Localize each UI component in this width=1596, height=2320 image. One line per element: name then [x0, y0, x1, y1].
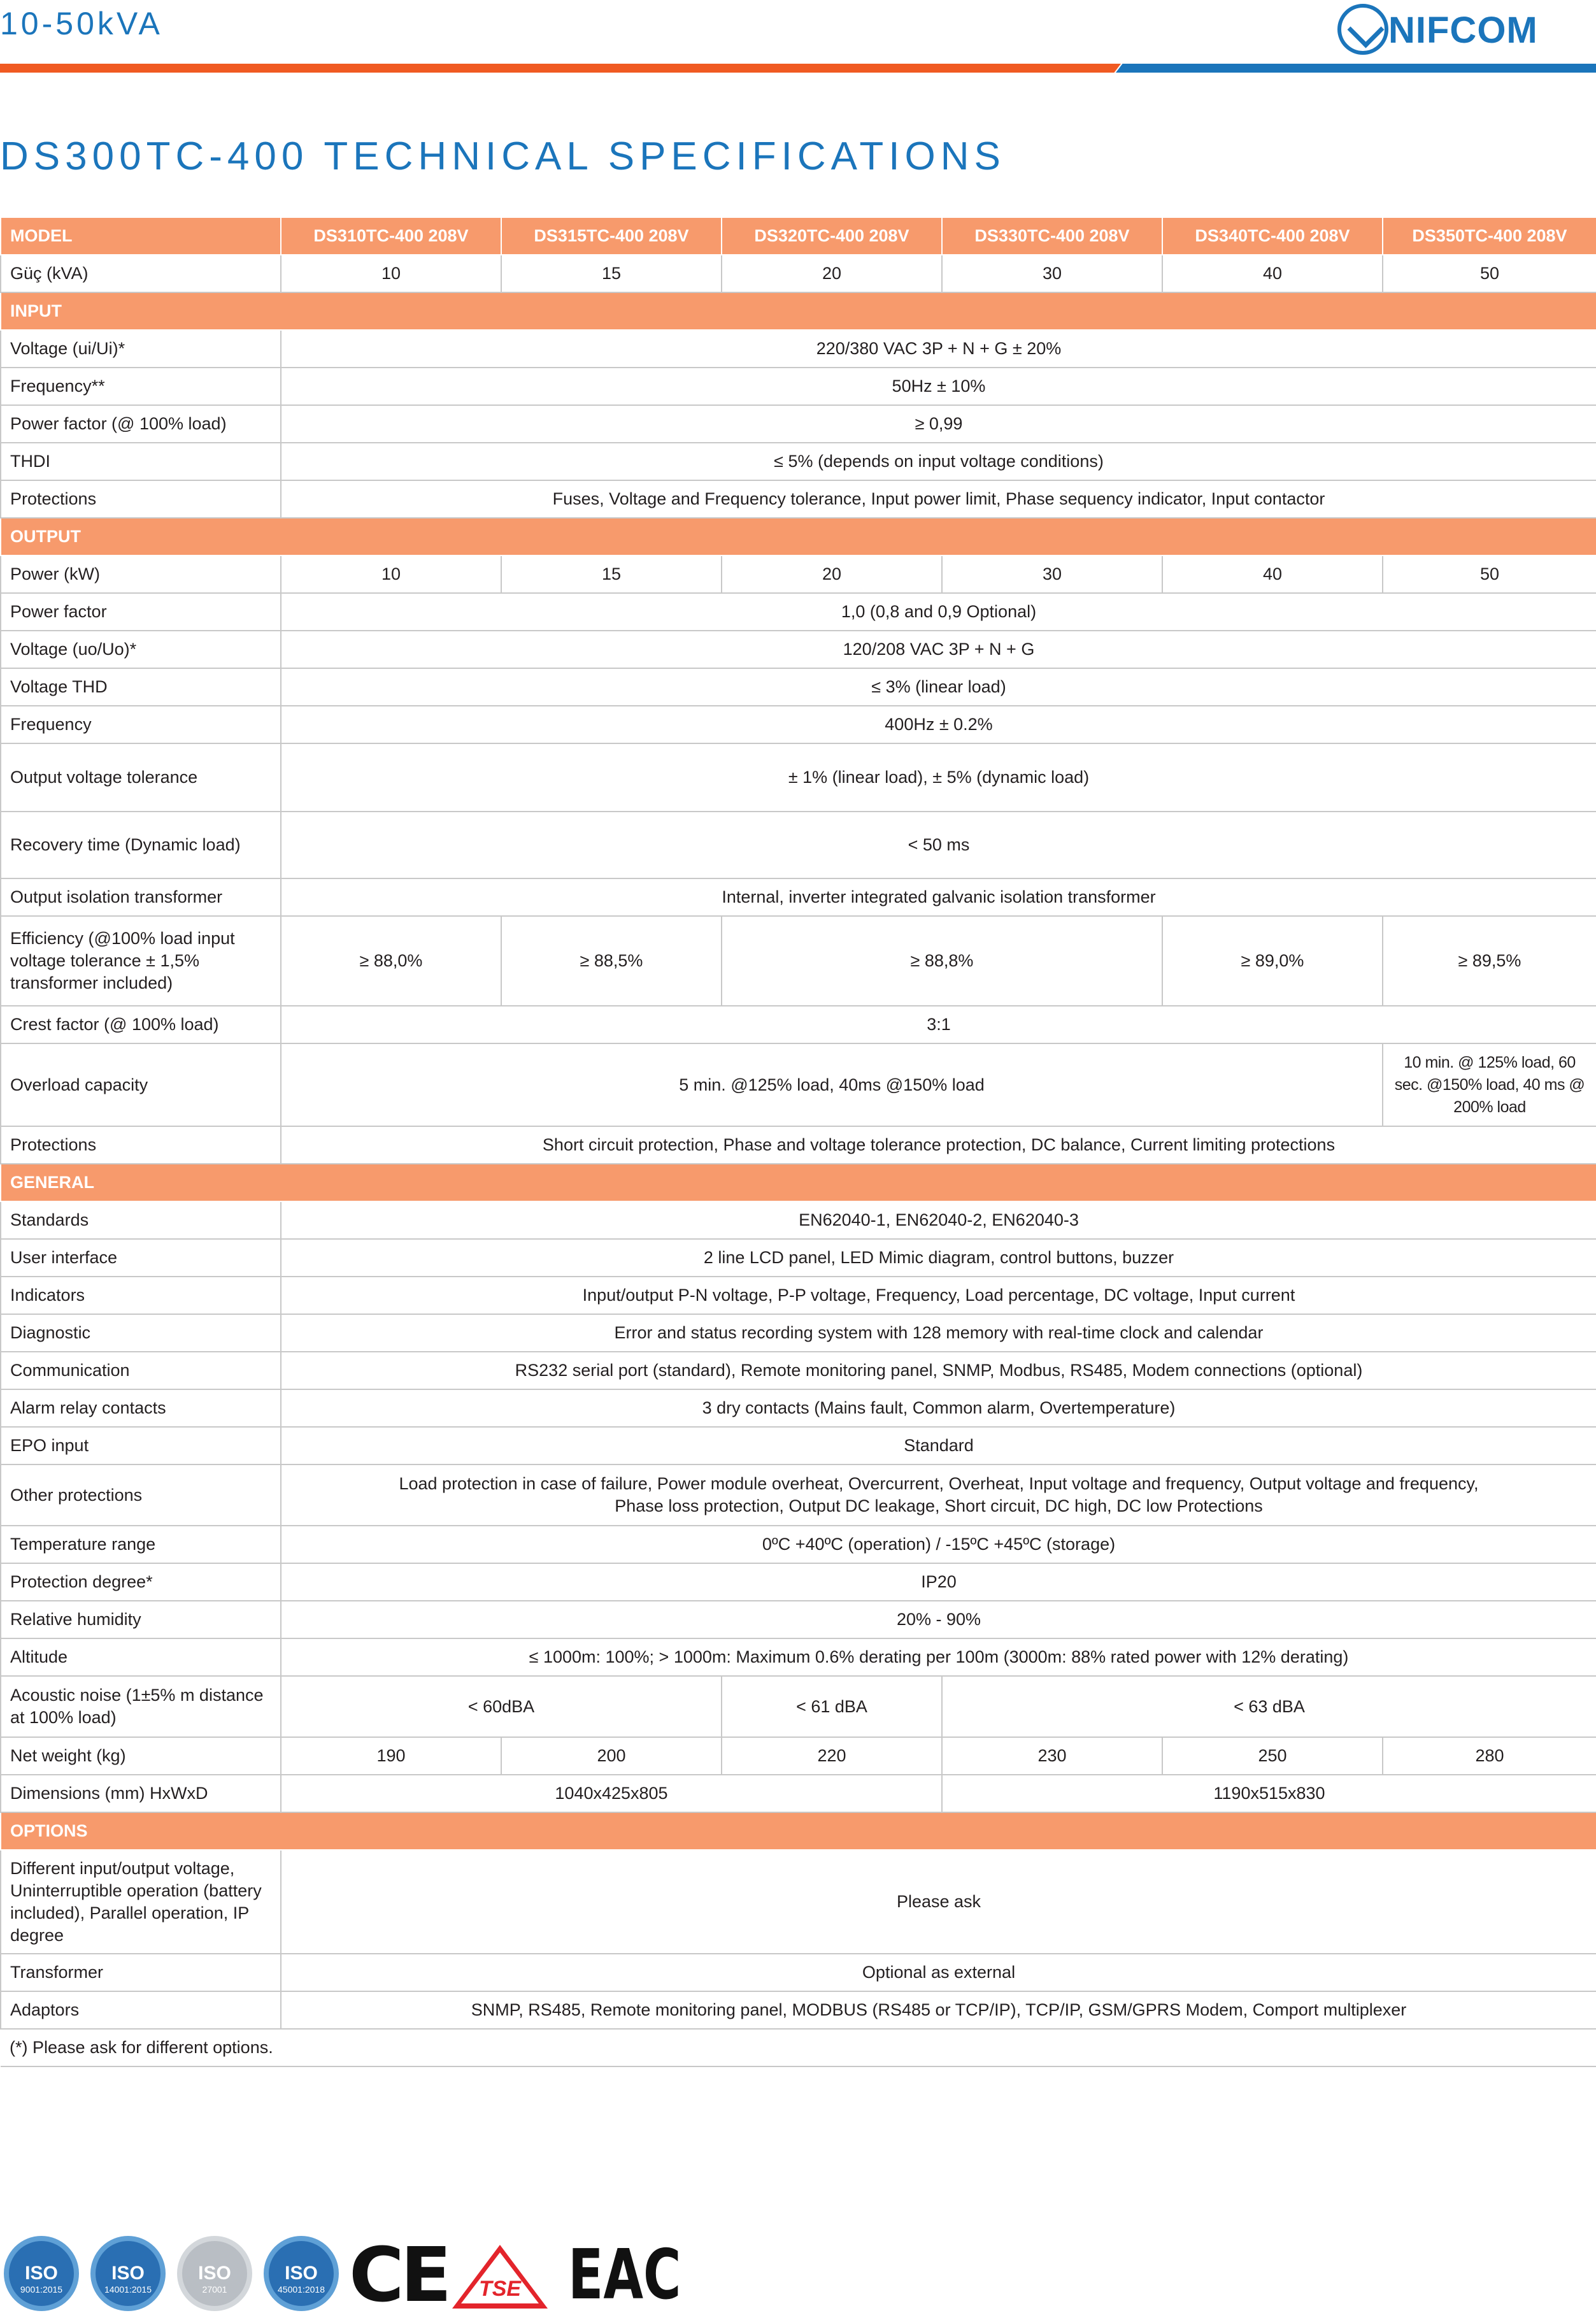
table-row [1, 1737, 1596, 1775]
table-row [1, 1352, 1596, 1389]
row-label: Power (kW) [1, 555, 281, 593]
table-row [1, 1201, 1596, 1239]
efficiency-cell: ≥ 88,5% [501, 916, 722, 1006]
section-header-general [1, 1164, 1596, 1201]
row-value: 50Hz ± 10% [281, 368, 1596, 405]
row-value: ≥ 0,99 [281, 405, 1596, 443]
row-label: Output isolation transformer [1, 878, 281, 916]
noise-cell: < 60dBA [281, 1676, 722, 1737]
other-protections-line-2: Phase loss protection, Output DC leakage, Short circuit, DC high, DC low Protections [615, 1496, 1263, 1515]
row-value: SNMP, RS485, Remote monitoring panel, MODBUS (RS485 or TCP/IP), TCP/IP, GSM/GPRS Modem, Comport multiplexer [281, 1991, 1596, 2029]
table-row [1, 1314, 1596, 1352]
table-row [1, 555, 1596, 593]
tse-mark-icon [452, 2245, 548, 2309]
table-row [1, 1526, 1596, 1563]
seal-label: ISO [25, 2263, 58, 2284]
table-row [1, 405, 1596, 443]
row-label: Voltage (ui/Ui)* [1, 330, 281, 368]
model-header: MODEL [1, 217, 281, 255]
kva-cell: 30 [942, 255, 1162, 292]
section-title: GENERAL [1, 1164, 1596, 1201]
row-value: Short circuit protection, Phase and voltage tolerance protection, DC balance, Current limiting protections [281, 1126, 1596, 1164]
row-label: Output voltage tolerance [1, 743, 281, 812]
row-label: Standards [1, 1201, 281, 1239]
model-header-5: DS340TC-400 208V [1162, 217, 1383, 255]
power-cell: 20 [722, 555, 942, 593]
table-row [1, 1277, 1596, 1314]
section-header-options [1, 1812, 1596, 1850]
row-label: Frequency [1, 706, 281, 743]
iso-45001-seal-icon [264, 2236, 339, 2311]
table-row [1, 668, 1596, 706]
blue-header-stripe [1116, 64, 1596, 73]
weight-cell: 280 [1383, 1737, 1596, 1775]
seal-sub: 14001:2015 [104, 2284, 152, 2295]
row-value: 20% - 90% [281, 1601, 1596, 1638]
weight-cell: 200 [501, 1737, 722, 1775]
row-value: 1,0 (0,8 and 0,9 Optional) [281, 593, 1596, 631]
table-row [1, 2029, 1596, 2066]
table-row [1, 1638, 1596, 1676]
table-row [1, 330, 1596, 368]
table-row [1, 1991, 1596, 2029]
row-label: Voltage THD [1, 668, 281, 706]
row-value: Input/output P-N voltage, P-P voltage, Frequency, Load percentage, DC voltage, Input current [281, 1277, 1596, 1314]
kva-cell: 20 [722, 255, 942, 292]
efficiency-cell: ≥ 88,0% [281, 916, 501, 1006]
kva-cell: 15 [501, 255, 722, 292]
row-label: Different input/output voltage, Uninterruptible operation (battery included), Parallel operation, IP degree [1, 1850, 281, 1954]
row-label: Diagnostic [1, 1314, 281, 1352]
nifcom-logo [1337, 4, 1554, 60]
row-label: User interface [1, 1239, 281, 1277]
table-row [1, 1427, 1596, 1464]
row-label: Overload capacity [1, 1043, 281, 1126]
table-row [1, 1563, 1596, 1601]
eac-mark-icon: EAC [568, 2235, 681, 2315]
row-label: Power factor (@ 100% load) [1, 405, 281, 443]
section-title: INPUT [1, 292, 1596, 330]
table-row [1, 1006, 1596, 1043]
power-cell: 10 [281, 555, 501, 593]
row-label: Protections [1, 1126, 281, 1164]
orange-header-stripe [0, 64, 1121, 73]
seal-sub: 9001:2015 [20, 2284, 63, 2295]
footnote: (*) Please ask for different options. [1, 2029, 1596, 2066]
tse-label: TSE [478, 2277, 522, 2301]
logo-emblem-icon [1337, 4, 1388, 55]
row-label: Dimensions (mm) HxWxD [1, 1775, 281, 1812]
ce-mark-icon: CE [349, 2231, 448, 2319]
row-label: EPO input [1, 1427, 281, 1464]
efficiency-cell: ≥ 88,8% [722, 916, 1162, 1006]
seal-label: ISO [111, 2263, 145, 2284]
noise-cell: < 61 dBA [722, 1676, 942, 1737]
certifications-strip [0, 2230, 701, 2319]
row-label: Other protections [1, 1464, 281, 1526]
row-label: Crest factor (@ 100% load) [1, 1006, 281, 1043]
dimensions-cell: 1190x515x830 [942, 1775, 1596, 1812]
row-label: Frequency** [1, 368, 281, 405]
row-label: Transformer [1, 1954, 281, 1991]
section-header-output [1, 518, 1596, 555]
dimensions-cell: 1040x425x805 [281, 1775, 942, 1812]
seal-sub: 45001:2018 [278, 2284, 325, 2295]
row-value: 0ºC +40ºC (operation) / -15ºC +45ºC (storage) [281, 1526, 1596, 1563]
row-value: ≤ 3% (linear load) [281, 668, 1596, 706]
row-label: Power factor [1, 593, 281, 631]
section-title: OPTIONS [1, 1812, 1596, 1850]
table-row [1, 1126, 1596, 1164]
row-label: Communication [1, 1352, 281, 1389]
row-label: Temperature range [1, 1526, 281, 1563]
seal-label: ISO [198, 2263, 231, 2284]
row-value: EN62040-1, EN62040-2, EN62040-3 [281, 1201, 1596, 1239]
section-title: OUTPUT [1, 518, 1596, 555]
row-value: 2 line LCD panel, LED Mimic diagram, control buttons, buzzer [281, 1239, 1596, 1277]
weight-cell: 250 [1162, 1737, 1383, 1775]
row-value: 220/380 VAC 3P + N + G ± 20% [281, 330, 1596, 368]
power-cell: 50 [1383, 555, 1596, 593]
table-row [1, 255, 1596, 292]
row-value [281, 1464, 1596, 1526]
efficiency-cell: ≥ 89,5% [1383, 916, 1596, 1006]
table-row [1, 743, 1596, 812]
model-header-3: DS320TC-400 208V [722, 217, 942, 255]
table-header-row [1, 217, 1596, 255]
power-cell: 40 [1162, 555, 1383, 593]
row-value: 3 dry contacts (Mains fault, Common alarm, Overtemperature) [281, 1389, 1596, 1427]
table-row [1, 1601, 1596, 1638]
kva-cell: 50 [1383, 255, 1596, 292]
table-row [1, 368, 1596, 405]
table-row [1, 1676, 1596, 1737]
row-value: 3:1 [281, 1006, 1596, 1043]
other-protections-line-1: Load protection in case of failure, Power module overheat, Overcurrent, Overheat, Input voltage and frequency, Output voltage and frequency, [399, 1474, 1479, 1493]
table-row [1, 1239, 1596, 1277]
table-row [1, 1850, 1596, 1954]
row-label: Voltage (uo/Uo)* [1, 631, 281, 668]
row-value: Standard [281, 1427, 1596, 1464]
row-label: Alarm relay contacts [1, 1389, 281, 1427]
logo-text: NIFCOM [1388, 10, 1538, 51]
efficiency-cell: ≥ 89,0% [1162, 916, 1383, 1006]
row-label: Adaptors [1, 1991, 281, 2029]
table-row [1, 443, 1596, 480]
table-row [1, 631, 1596, 668]
row-value: 400Hz ± 0.2% [281, 706, 1596, 743]
iso-27001-seal-icon [177, 2236, 252, 2311]
table-row [1, 480, 1596, 518]
model-header-1: DS310TC-400 208V [281, 217, 501, 255]
row-label: Acoustic noise (1±5% m distance at 100% load) [1, 1676, 281, 1737]
table-row [1, 812, 1596, 878]
kva-cell: 10 [281, 255, 501, 292]
section-header-input [1, 292, 1596, 330]
power-cell: 15 [501, 555, 722, 593]
model-header-6: DS350TC-400 208V [1383, 217, 1596, 255]
weight-cell: 220 [722, 1737, 942, 1775]
model-header-2: DS315TC-400 208V [501, 217, 722, 255]
table-row [1, 916, 1596, 1006]
row-label: Güç (kVA) [1, 255, 281, 292]
row-label: Efficiency (@100% load input voltage tolerance ± 1,5% transformer included) [1, 916, 281, 1006]
row-label: Recovery time (Dynamic load) [1, 812, 281, 878]
kva-cell: 40 [1162, 255, 1383, 292]
overload-last-cell: 10 min. @ 125% load, 60 sec. @150% load, 40 ms @ 200% load [1383, 1043, 1596, 1126]
iso-9001-seal-icon [4, 2236, 79, 2311]
product-range-title: 10-50kVA [0, 6, 163, 41]
iso-14001-seal-icon [90, 2236, 166, 2311]
row-value: Error and status recording system with 128 memory with real-time clock and calendar [281, 1314, 1596, 1352]
row-value: Fuses, Voltage and Frequency tolerance, Input power limit, Phase sequency indicator, Input contactor [281, 480, 1596, 518]
row-label: THDI [1, 443, 281, 480]
row-value: 120/208 VAC 3P + N + G [281, 631, 1596, 668]
row-value: 5 min. @125% load, 40ms @150% load [281, 1043, 1383, 1126]
row-label: Relative humidity [1, 1601, 281, 1638]
power-cell: 30 [942, 555, 1162, 593]
table-row [1, 1775, 1596, 1812]
row-value: ≤ 1000m: 100%; > 1000m: Maximum 0.6% derating per 100m (3000m: 88% rated power with 12% derating) [281, 1638, 1596, 1676]
table-row [1, 1954, 1596, 1991]
noise-cell: < 63 dBA [942, 1676, 1596, 1737]
weight-cell: 230 [942, 1737, 1162, 1775]
row-value: < 50 ms [281, 812, 1596, 878]
row-label: Altitude [1, 1638, 281, 1676]
row-value: Please ask [281, 1850, 1596, 1954]
seal-sub: 27001 [202, 2284, 227, 2295]
table-row [1, 1464, 1596, 1526]
table-row [1, 706, 1596, 743]
specifications-table [0, 217, 1596, 2067]
row-value: ≤ 5% (depends on input voltage conditions) [281, 443, 1596, 480]
table-row [1, 1389, 1596, 1427]
row-value: Optional as external [281, 1954, 1596, 1991]
table-row [1, 878, 1596, 916]
row-value: Internal, inverter integrated galvanic isolation transformer [281, 878, 1596, 916]
row-label: Net weight (kg) [1, 1737, 281, 1775]
row-label: Protection degree* [1, 1563, 281, 1601]
row-label: Indicators [1, 1277, 281, 1314]
model-header-4: DS330TC-400 208V [942, 217, 1162, 255]
table-row [1, 1043, 1596, 1126]
row-value: IP20 [281, 1563, 1596, 1601]
weight-cell: 190 [281, 1737, 501, 1775]
row-label: Protections [1, 480, 281, 518]
table-row [1, 593, 1596, 631]
row-value: RS232 serial port (standard), Remote monitoring panel, SNMP, Modbus, RS485, Modem connections (optional) [281, 1352, 1596, 1389]
seal-label: ISO [285, 2263, 318, 2284]
row-value: ± 1% (linear load), ± 5% (dynamic load) [281, 743, 1596, 812]
page-title: DS300TC-400 TECHNICAL SPECIFICATIONS [0, 134, 1006, 178]
